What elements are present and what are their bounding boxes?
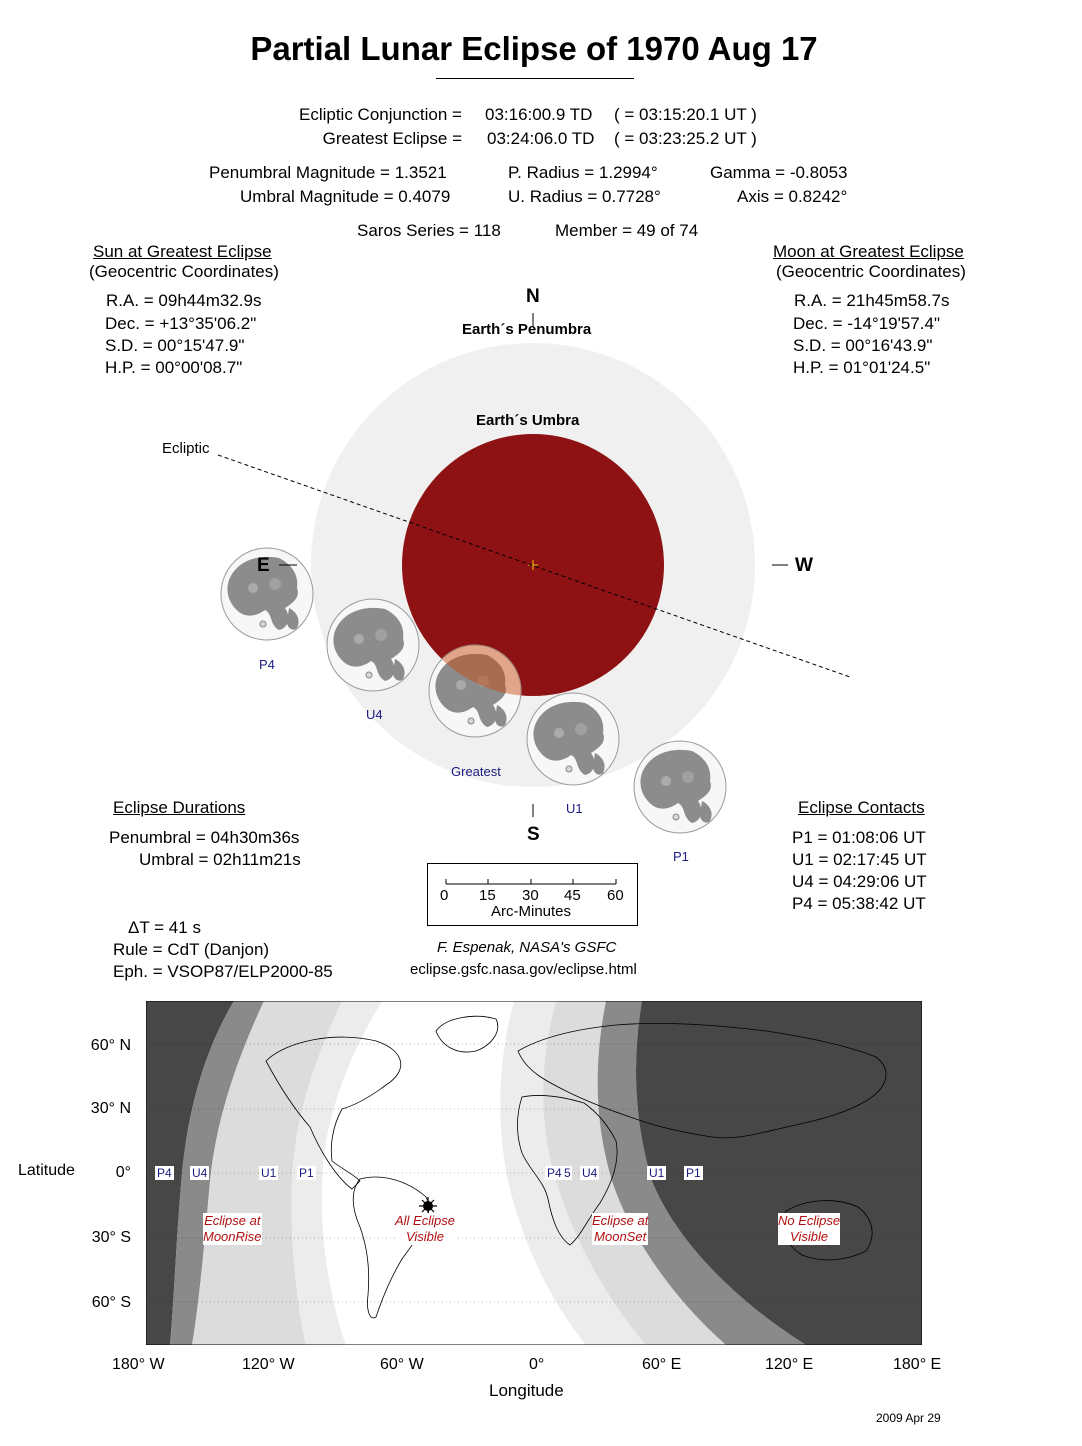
scale-tick-0: 0 — [440, 887, 449, 904]
south-label: S — [527, 824, 540, 845]
moon-greatest — [429, 645, 521, 737]
longitude-title: Longitude — [489, 1381, 564, 1400]
region-moonrise — [203, 1213, 262, 1245]
map-east-u1: U1 — [649, 1166, 665, 1180]
map-east-u4: U4 — [582, 1166, 598, 1180]
greatest-ut: ( = 03:23:25.2 UT ) — [614, 129, 757, 148]
revision-date: 2009 Apr 29 — [876, 1411, 941, 1425]
penumbral-duration: Penumbral = 04h30m36s — [109, 828, 300, 847]
region-moonset — [592, 1213, 648, 1245]
ecliptic-label: Ecliptic — [162, 440, 210, 457]
scale-tick-15: 15 — [479, 887, 496, 904]
moon-label-u4: U4 — [366, 707, 383, 722]
page-title: Partial Lunar Eclipse of 1970 Aug 17 — [250, 30, 818, 67]
region-moonset-line1: Eclipse at — [592, 1213, 649, 1228]
lon-tick-180w: 180° W — [112, 1356, 165, 1373]
scale-label: Arc-Minutes — [491, 903, 572, 920]
east-label: E — [257, 555, 270, 576]
gamma-value: Gamma = -0.8053 — [710, 163, 848, 182]
region-moonset-line2: MoonSet — [594, 1229, 647, 1244]
moon-label-greatest: Greatest — [451, 764, 501, 779]
axis-value: Axis = 0.8242° — [737, 187, 848, 206]
umbral-magnitude: Umbral Magnitude = 0.4079 — [240, 187, 451, 206]
moon-p1 — [634, 741, 726, 833]
umbra-label: Earth´s Umbra — [476, 412, 580, 429]
lon-tick-0: 0° — [529, 1356, 545, 1373]
penumbral-magnitude: Penumbral Magnitude = 1.3521 — [209, 163, 447, 182]
lon-tick-120w: 120° W — [242, 1356, 295, 1373]
contacts-heading: Eclipse Contacts — [798, 798, 925, 817]
saros-series: Saros Series = 118 — [357, 221, 501, 240]
scale-box — [427, 863, 638, 926]
sun-dec: Dec. = +13°35'06.2" — [105, 314, 257, 333]
lon-tick-60e: 60° E — [642, 1356, 682, 1373]
sun-ra: R.A. = 09h44m32.9s — [106, 291, 262, 310]
greatest-label: Greatest Eclipse = — [322, 129, 462, 148]
map-east-p1: P1 — [686, 1166, 701, 1180]
lat-tick-60s: 60° S — [91, 1294, 131, 1311]
contact-p4: P4 = 05:38:42 UT — [792, 894, 926, 913]
region-none-line2: Visible — [790, 1229, 829, 1244]
map-west-u1: U1 — [261, 1166, 277, 1180]
title-underline — [436, 78, 634, 79]
map-west-p1: P1 — [299, 1166, 314, 1180]
moon-heading: Moon at Greatest Eclipse — [773, 242, 964, 261]
scale-tick-60: 60 — [607, 887, 624, 904]
region-moonrise-line1: Eclipse at — [204, 1213, 261, 1228]
umbra-radius: U. Radius = 0.7728° — [508, 187, 661, 206]
moon-sd: S.D. = 00°16'43.9" — [793, 336, 933, 355]
moon-hp: H.P. = 01°01'24.5" — [793, 358, 931, 377]
saros-member: Member = 49 of 74 — [555, 221, 699, 240]
moon-dec: Dec. = -14°19'57.4" — [793, 314, 940, 333]
moon-ra: R.A. = 21h45m58.7s — [794, 291, 950, 310]
eclipse-diagram — [0, 280, 1082, 880]
contact-u1: U1 = 02:17:45 UT — [792, 850, 927, 869]
penumbra-radius: P. Radius = 1.2994° — [508, 163, 658, 182]
ephemeris-text: Eph. = VSOP87/ELP2000-85 — [113, 962, 333, 981]
credit-text: F. Espenak, NASA's GSFC — [437, 939, 617, 956]
sun-hp: H.P. = 00°00'08.7" — [105, 358, 243, 377]
lat-tick-30s: 30° S — [91, 1229, 131, 1246]
region-none-line1: No Eclipse — [778, 1213, 841, 1228]
sun-sd: S.D. = 00°15'47.9" — [105, 336, 245, 355]
lon-tick-60w: 60° W — [380, 1356, 424, 1373]
greatest-td: 03:24:06.0 TD — [487, 129, 595, 148]
umbral-duration: Umbral = 02h11m21s — [139, 850, 301, 869]
moon-u4 — [327, 599, 419, 691]
lon-tick-120e: 120° E — [765, 1356, 814, 1373]
moon-u1 — [527, 693, 619, 785]
map-east-p4: P4 — [547, 1166, 562, 1180]
penumbra-label: Earth´s Penumbra — [462, 321, 592, 338]
moon-subheading: (Geocentric Coordinates) — [776, 262, 966, 281]
contact-u4: U4 = 04:29:06 UT — [792, 872, 927, 891]
latitude-title: Latitude — [18, 1162, 75, 1179]
conjunction-td: 03:16:00.9 TD — [485, 105, 593, 124]
sun-subheading: (Geocentric Coordinates) — [89, 262, 279, 281]
region-all-line1: All Eclipse — [395, 1213, 455, 1228]
moon-label-p4: P4 — [259, 657, 275, 672]
source-url: eclipse.gsfc.nasa.gov/eclipse.html — [410, 961, 637, 978]
region-no-eclipse — [778, 1213, 840, 1245]
rule-text: Rule = CdT (Danjon) — [113, 940, 270, 959]
conjunction-ut: ( = 03:15:20.1 UT ) — [614, 105, 757, 124]
delta-t: ΔT = 41 s — [128, 918, 201, 937]
region-all-visible — [395, 1213, 455, 1245]
region-moonrise-line2: MoonRise — [203, 1229, 262, 1244]
map-west-p4: P4 — [157, 1166, 172, 1180]
lat-tick-0: 0° — [115, 1164, 131, 1181]
map-east-5: 5 — [564, 1166, 571, 1180]
durations-heading: Eclipse Durations — [113, 798, 246, 817]
conjunction-label: Ecliptic Conjunction = — [298, 105, 462, 124]
contact-p1: P1 = 01:08:06 UT — [792, 828, 926, 847]
moon-label-p1: P1 — [673, 849, 689, 864]
moon-label-u1: U1 — [566, 801, 583, 816]
region-all-line2: Visible — [405, 1229, 445, 1244]
north-label: N — [526, 286, 540, 307]
sun-heading: Sun at Greatest Eclipse — [93, 242, 272, 261]
scale-tick-30: 30 — [522, 887, 539, 904]
lat-tick-30n: 30° N — [90, 1100, 131, 1117]
scale-tick-45: 45 — [564, 887, 581, 904]
map-west-u4: U4 — [192, 1166, 208, 1180]
west-label: W — [795, 555, 813, 576]
lat-tick-60n: 60° N — [90, 1037, 131, 1054]
lon-tick-180e: 180° E — [893, 1356, 942, 1373]
